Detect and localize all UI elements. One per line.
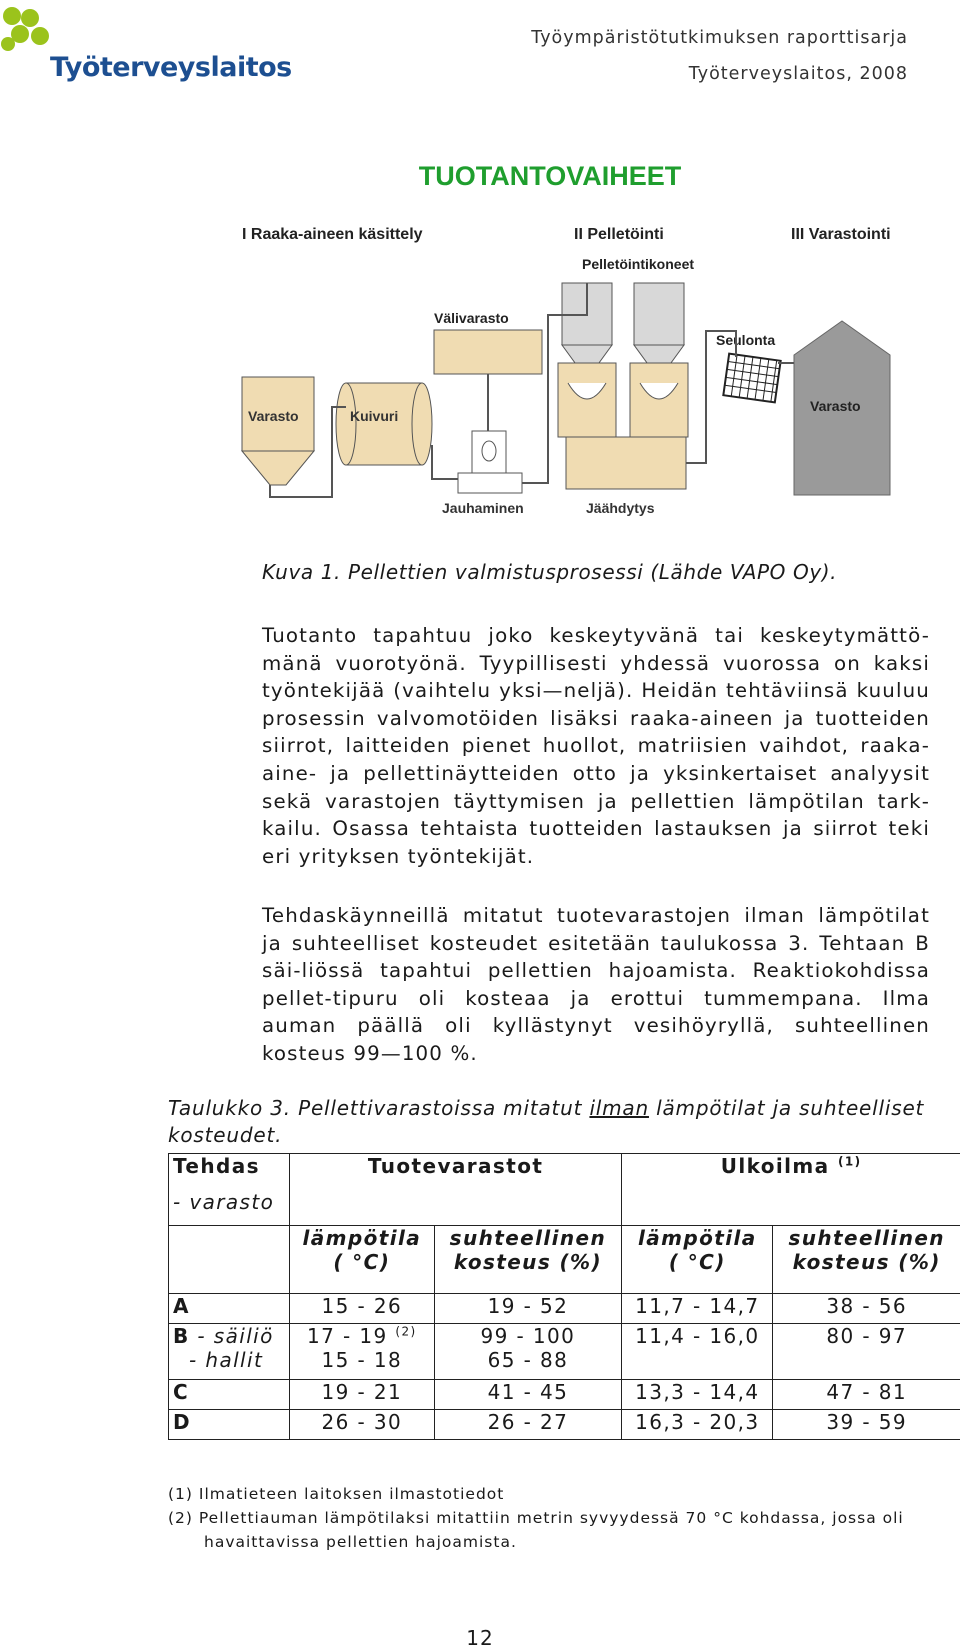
screening-label: Seulonta — [716, 332, 775, 348]
figure-caption: Kuva 1. Pellettien valmistusprosessi (Lähde VAPO Oy). — [262, 560, 837, 584]
header-ulkoilma: Ulkoilma $^{(1)}$ — [622, 1154, 960, 1190]
figure-title: TUOTANTOVAIHEET — [419, 161, 682, 191]
header-tuotevarastot: Tuotevarastot — [290, 1154, 622, 1190]
storage-left-label: Varasto — [248, 408, 299, 424]
grinder — [472, 431, 506, 473]
production-process-figure — [236, 145, 916, 550]
phase-1-label: I Raaka-aineen käsittely — [242, 226, 423, 243]
intermediate-storage-label: Välivarasto — [434, 310, 509, 326]
dryer-drum — [346, 383, 422, 465]
phase-2-label: II Pelletöinti — [574, 226, 664, 243]
cooler — [566, 437, 686, 489]
publisher-year: Työterveyslaitos, 2008 — [531, 56, 908, 92]
logo — [0, 4, 250, 84]
footnote-1: (1) Ilmatieteen laitoksen ilmastotiedot — [168, 1482, 904, 1506]
pelletizer-2 — [634, 283, 684, 345]
measurement-table — [168, 1153, 960, 1440]
phase-3-label: III Varastointi — [791, 226, 891, 243]
process-diagram — [236, 145, 916, 550]
header-tehdas: Tehdas — [169, 1154, 290, 1190]
table-row: C 19 - 21 41 - 45 13,3 - 14,4 47 - 81 — [169, 1380, 960, 1410]
underlined-word: ilman — [589, 1096, 649, 1120]
paragraph-1: Tuotanto tapahtuu joko keskeytyvänä tai keskeytymättö-mänä vuorotyönä. Tyypillisesti yhdessä vuorossa on kaksi työntekijää (vaihtelu yksi—neljä). Heidän tehtäviinsä kuuluu prosessin valvomotöiden lisäksi raaka-aineen ja tuotteiden siirrot, laitteiden pienet huollot, matriisien vaihdot, raaka-aine- ja pellettinäytteiden otto ja yksinkertaiset analyysit sekä varastojen täyttymisen ja pellettien lämpötilan tark-kailu. Osassa tehtaista tuotteiden lastauksen ja siirrot teki eri yrityksen työntekijät. — [262, 622, 930, 870]
logo-text: Työterveyslaitos — [50, 52, 292, 83]
storage-silo-left-hopper — [242, 451, 314, 485]
footnotes — [168, 1482, 904, 1554]
footnote-2-continued: havaittavissa pellettien hajoamista. — [168, 1530, 904, 1554]
page-number: 12 — [0, 1626, 960, 1650]
subheader-temp-outdoor: lämpötila ( °C) — [622, 1226, 773, 1294]
subheader-rh-product: suhteellinen kosteus (%) — [434, 1226, 622, 1294]
subheader-rh-outdoor: suhteellinen kosteus (%) — [773, 1226, 960, 1294]
subheader-temp-product: lämpötila ( °C) — [290, 1226, 435, 1294]
header-varasto: - varasto — [169, 1190, 290, 1226]
page-header — [531, 20, 908, 92]
intermediate-storage-bin — [434, 330, 542, 374]
report-series: Työympäristötutkimuksen raporttisarja — [531, 20, 908, 56]
table-row: A 15 - 26 19 - 52 11,7 - 14,7 38 - 56 — [169, 1294, 960, 1324]
table-caption: Taulukko 3. Pellettivarastoissa mitatut ilman lämpötilat ja suhteelliset kosteudet. — [168, 1095, 928, 1149]
footnote-2: (2) Pellettiauman lämpötilaksi mitattiin metrin syvyydessä 70 °C kohdassa, jossa oli — [168, 1506, 904, 1530]
pelletizers-label: Pelletöintikoneet — [582, 256, 694, 272]
paragraph-2: Tehdaskäynneillä mitatut tuotevarastojen ilman lämpötilat ja suhteelliset kosteudet esitetään taulukossa 3. Tehtaan B säi-liössä tapahtui pellettien hajoamista. Reaktiokohdissa pellet-tipuru oli kosteaa ja erottui tummempana. Ilma auman päällä oli kyllästynyt vesihöyryllä, suhteellinen kosteus 99—100 %. — [262, 902, 930, 1068]
table-row: B - säiliö - hallit 17 - 19 $^{(2)}$ 15 - 18 99 - 100 65 - 88 11,4 - 16,0 80 - 97 — [169, 1324, 960, 1380]
grinding-label: Jauhaminen — [442, 500, 524, 516]
cooling-label: Jäähdytys — [586, 500, 655, 516]
table-row: D 26 - 30 26 - 27 16,3 - 20,3 39 - 59 — [169, 1410, 960, 1440]
storage-right-label: Varasto — [810, 398, 861, 414]
dryer-label: Kuivuri — [350, 408, 398, 424]
